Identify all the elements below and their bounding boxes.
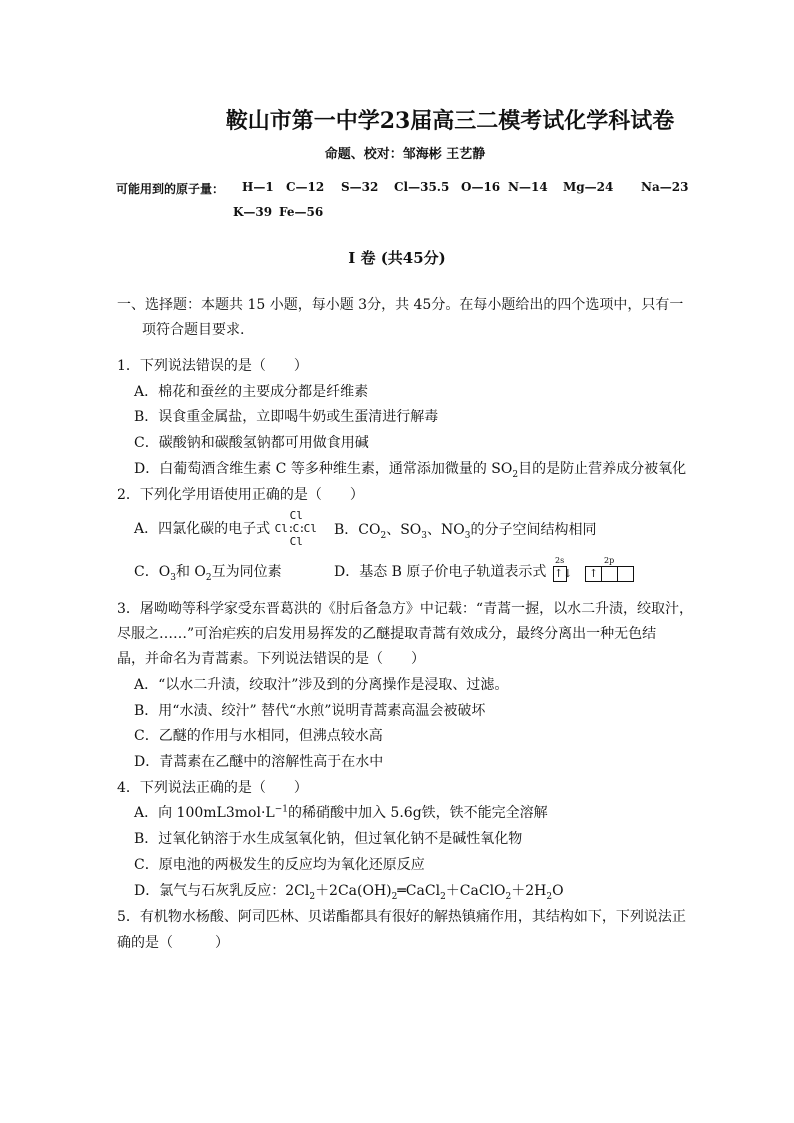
ccl4-electron-formula: Cl Cl : C : Cl Cl bbox=[274, 509, 317, 548]
q5-stem-line1: 5．有机物水杨酸、阿司匹林、贝诺酯都具有很好的解热镇痛作用，其结构如下，下列说法正 bbox=[117, 909, 686, 925]
q1-option-a: A．棉花和蚕丝的主要成分都是纤维素 bbox=[134, 384, 369, 400]
atomic-mass-label: 可能用到的原子量： bbox=[116, 182, 225, 196]
atomic-mass-o: O—16 bbox=[461, 180, 501, 194]
q1-option-c: C．碳酸钠和碳酸氢钠都可用做食用碱 bbox=[134, 435, 369, 451]
atomic-mass-fe: Fe—56 bbox=[279, 205, 324, 219]
atomic-mass-h: H—1 bbox=[242, 180, 274, 194]
exam-title: 鞍山市第一中学23届高三二模考试化学科试卷 bbox=[225, 108, 675, 134]
q3-option-a: A．“以水二升渍，绞取汁”涉及到的分离操作是浸取、过滤。 bbox=[134, 677, 509, 693]
q3-option-b: B．用“水渍、绞汁” 替代“水煎”说明青蒿素高温会被破坏 bbox=[134, 703, 486, 719]
q4-option-b: B．过氧化钠溶于水生成氢氧化钠，但过氧化钠不是碱性氧化物 bbox=[134, 831, 523, 847]
authors-line: 命题、校对：邹海彬 王艺静 bbox=[324, 147, 486, 162]
q4-option-a: A．向 $100mL3mol\cdot L^{-1}$的稀硝酸中加入 5.6g铁，铁不能完全溶解 bbox=[134, 804, 548, 821]
orbital-2p-box-1: ↑ bbox=[585, 566, 602, 582]
orbital-2p-box-2 bbox=[601, 566, 618, 582]
orbital-diagram bbox=[550, 556, 640, 586]
q2-option-a: A．四氯化碳的电子式 Cl Cl : C : Cl Cl bbox=[134, 518, 321, 538]
q3-stem-line2: 尽服之……”可治疟疾的启发用易挥发的乙醚提取青蒿有效成分，最终分离出一种无色结 bbox=[117, 626, 657, 642]
q2-option-d: D．基态 B 原子价电子轨道表示式 bbox=[334, 564, 547, 580]
orbital-2s-label: 2s bbox=[555, 556, 565, 565]
q5-stem-line2: 确的是（ ） bbox=[117, 935, 229, 951]
orbital-2p-label: 2p bbox=[604, 556, 615, 565]
orbital-2s-box: ↑↓ bbox=[554, 567, 573, 580]
section-instruction-line2: 项符合题目要求. bbox=[142, 322, 245, 338]
q2-stem: 2．下列化学用语使用正确的是（ ） bbox=[117, 487, 364, 503]
atomic-mass-s: S—32 bbox=[341, 180, 379, 194]
section-instruction-line1: 一、选择题：本题共 15 小题，每小题 3分，共 45分。在每小题给出的四个选项中，只有一 bbox=[117, 297, 684, 313]
orbital-2p-box-3 bbox=[617, 566, 634, 582]
atomic-mass-na: Na—23 bbox=[641, 180, 689, 194]
atomic-mass-k: K—39 bbox=[233, 205, 273, 219]
q3-stem-line3: 晶，并命名为青蒿素。下列说法错误的是（ ） bbox=[117, 651, 425, 667]
q2-option-c: C．$O_3$和 $O_2$互为同位素 bbox=[134, 564, 282, 583]
q3-option-c: C．乙醚的作用与水相同，但沸点较水高 bbox=[134, 728, 383, 744]
atomic-mass-mg: Mg—24 bbox=[563, 180, 614, 194]
atomic-mass-c: C—12 bbox=[286, 180, 325, 194]
q4-option-c: C．原电池的两极发生的反应均为氧化还原反应 bbox=[134, 857, 425, 873]
atomic-mass-cl: Cl—35.5 bbox=[394, 180, 450, 194]
q3-option-d: D．青蒿素在乙醚中的溶解性高于在水中 bbox=[134, 754, 384, 770]
atomic-mass-n: N—14 bbox=[508, 180, 548, 194]
q2-option-b: B．$CO_2$、$SO_3$、$NO_3$的分子空间结构相同 bbox=[334, 522, 597, 541]
q3-stem-line1: 3．屠呦呦等科学家受东晋葛洪的《肘后备急方》中记载：“青蒿一握，以水二升渍，绞取汁， bbox=[117, 601, 694, 617]
volume-heading: I 卷 (共45分) bbox=[348, 249, 446, 267]
q4-stem: 4．下列说法正确的是（ ） bbox=[117, 780, 308, 796]
q1-stem: 1．下列说法错误的是（ ） bbox=[117, 358, 308, 374]
q1-option-d: D．白葡萄酒含维生素 C 等多种维生素，通常添加微量的 $SO_2$目的是防止营养成分被氧化 bbox=[134, 461, 687, 480]
q4-option-d: D．氯气与石灰乳反应：$2Cl_2+2Ca(OH)_2═CaCl_2+CaClO_2+2H_2O$ bbox=[134, 883, 564, 902]
q1-option-b: B．误食重金属盐，立即喝牛奶或生蛋清进行解毒 bbox=[134, 409, 439, 425]
